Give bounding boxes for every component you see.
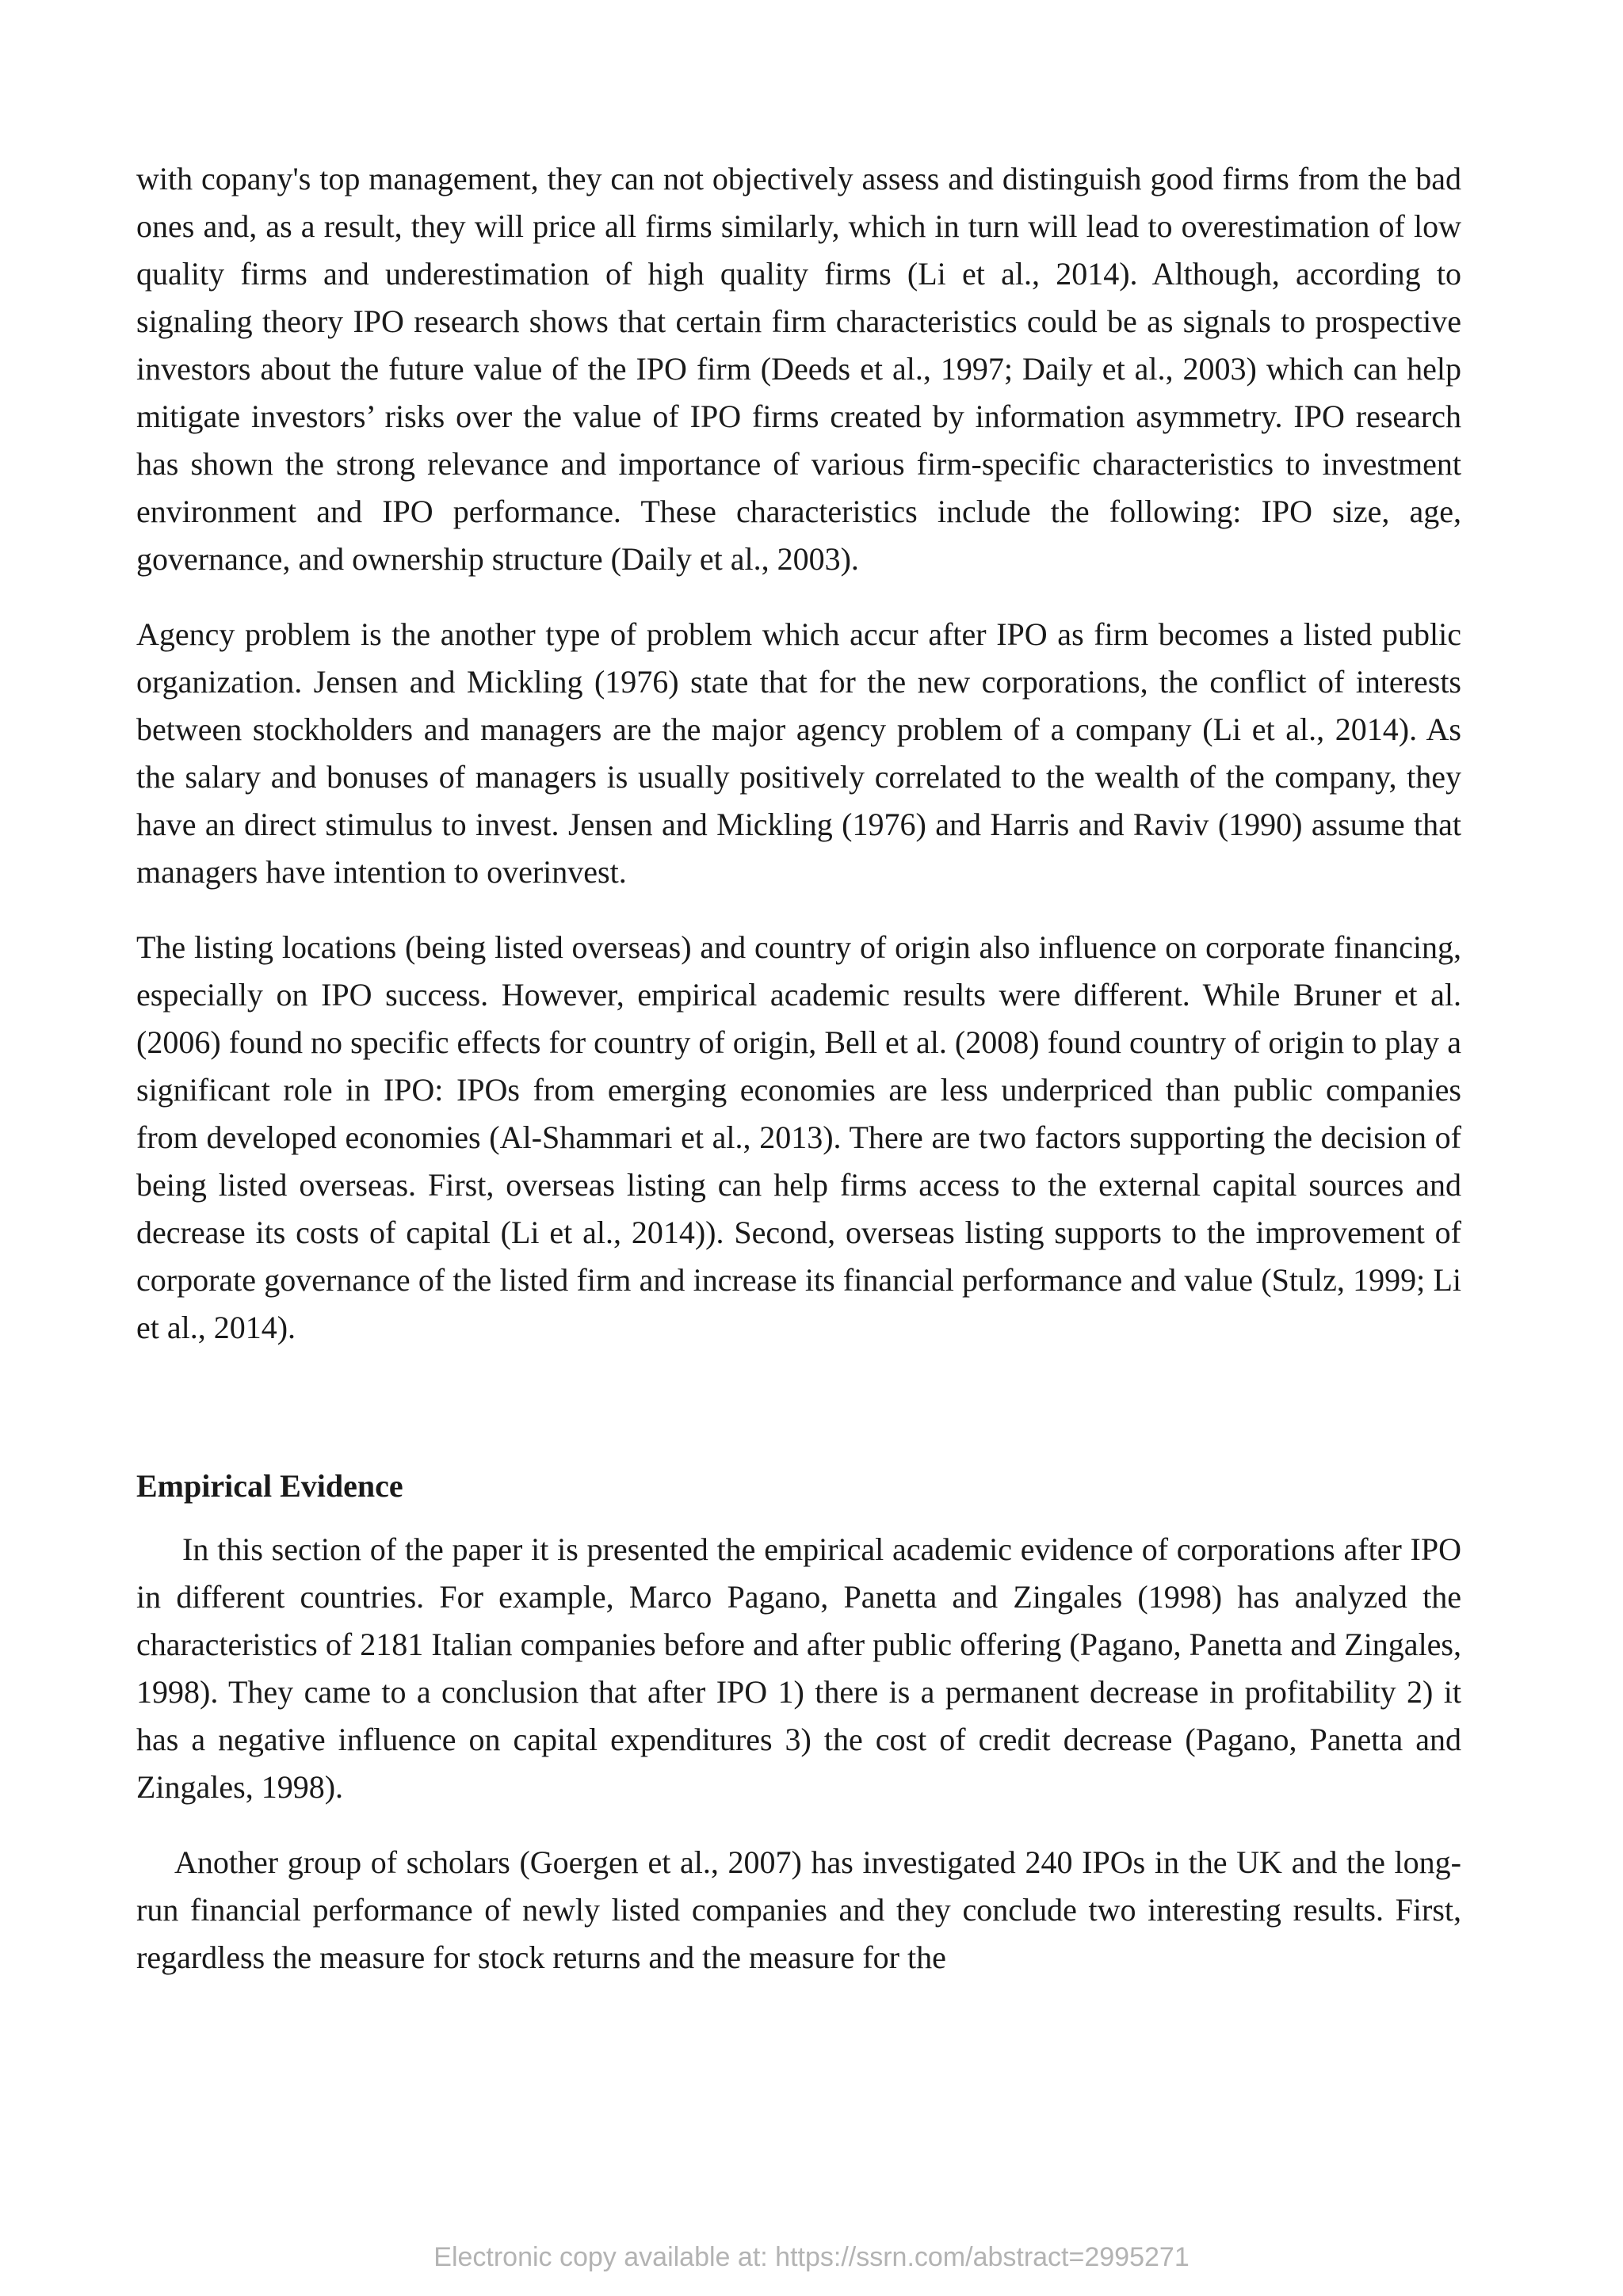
ssrn-footer: Electronic copy available at: https://ssrn.com/abstract=2995271 (433, 2242, 1190, 2272)
paragraph-empirical-intro: In this section of the paper it is presented the empirical academic evidence of corporations after IPO in different countries. For example, Marco Pagano, Panetta and Zingales (1998) has analyzed the characteristics of 2181 Italian companies before and after public offering (Pagano, Panetta and Zingales, 1998). They came to a conclusion that after IPO 1) there is a permanent decrease in profitability 2) it has a negative influence on capital expenditures 3) the cost of credit decrease (Pagano, Panetta and Zingales, 1998). (136, 1531, 1461, 1805)
paragraph-listing-locations: The listing locations (being listed overseas) and country of origin also influence on corporate financing, especially on IPO success. However, empirical academic results were different. While Bruner et al. (2006) found no specific effects for country of origin, Bell et al. (2008) found country of origin to play a significant role in IPO: IPOs from emerging economies are less underpriced than public companies from developed economies (Al-Shammari et al., 2013). There are two factors supporting the decision of being listed overseas. First, overseas listing can help firms access to the external capital sources and decrease its costs of capital (Li et al., 2014)). Second, overseas listing supports to the improvement of corporate governance of the listed firm and increase its financial performance and value (Stulz, 1999; Li et al., 2014). (136, 929, 1461, 1345)
document-page (136, 155, 1461, 2009)
paragraph-information-asymmetry: with copany's top management, they can not objectively assess and distinguish good firms from the bad ones and, as a result, they will price all firms similarly, which in turn will lead to overestimation of low quality firms and underestimation of high quality firms (Li et al., 2014). Although, according to signaling theory IPO research shows that certain firm characteristics could be as signals to prospective investors about the future value of the IPO firm (Deeds et al., 1997; Daily et al., 2003) which can help mitigate investors’ risks over the value of IPO firms created by information asymmetry. IPO research has shown the strong relevance and importance of various firm-specific characteristics to investment environment and IPO performance. These characteristics include the following: IPO size, age, governance, and ownership structure (Daily et al., 2003). (136, 161, 1461, 577)
section-heading: Empirical Evidence (136, 1468, 403, 1504)
paragraph-uk-ipos: Another group of scholars (Goergen et al., 2007) has investigated 240 IPOs in the UK and the long-run financial performance of newly listed companies and they conclude two interesting results. First, regardless the measure for stock returns and the measure for the (136, 1844, 1461, 1975)
paragraph-agency-problem: Agency problem is the another type of problem which accur after IPO as firm becomes a listed public organization. Jensen and Mickling (1976) state that for the new corporations, the conflict of interests between stockholders and managers are the major agency problem of a company (Li et al., 2014). As the salary and bonuses of managers is usually positively correlated to the wealth of the company, they have an direct stimulus to invest. Jensen and Mickling (1976) and Harris and Raviv (1990) assume that managers have intention to overinvest. (136, 616, 1461, 890)
